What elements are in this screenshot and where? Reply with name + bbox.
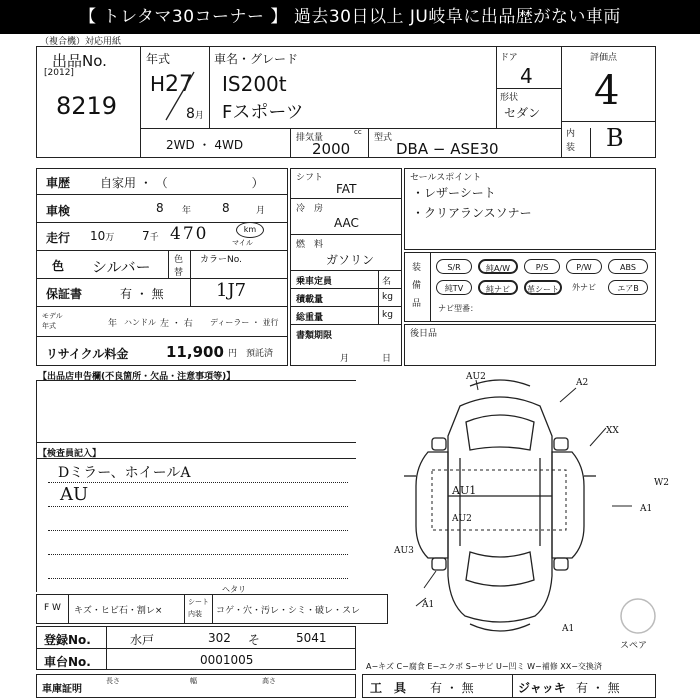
shape-label: 形状: [500, 93, 519, 103]
fuel-label-2: 料: [314, 240, 324, 250]
history-label: 車歴: [46, 176, 71, 190]
mark-xx: XX: [606, 426, 619, 436]
recycle-label: リサイクル料金: [46, 347, 129, 361]
displacement-label: 排気量: [296, 133, 324, 143]
equip-sr: S/R: [436, 259, 472, 274]
recycle-value: 11,900: [166, 343, 224, 361]
mile-label: マイル: [232, 239, 253, 247]
jack-label: ジャッキ: [518, 681, 566, 695]
warranty-label: 保証書: [46, 287, 83, 301]
model-name: IS200t: [222, 72, 287, 96]
rating-score: 4: [594, 68, 620, 114]
mark-a2: A2: [576, 378, 589, 388]
interior-trim-label: 内装: [188, 610, 202, 618]
inspection-month: 8: [222, 201, 230, 215]
year-era: H27: [150, 72, 194, 97]
doors-value: 4: [520, 64, 533, 88]
rating-label: 評価点: [590, 53, 618, 63]
chassis-number: 0001005: [200, 653, 254, 667]
shape-value: セダン: [504, 106, 541, 120]
doors-label: ドア: [500, 53, 518, 63]
tools-label: 工 具: [370, 681, 407, 695]
aftermarket-block: [404, 324, 656, 366]
equip-ext-navi: 外ナビ: [572, 283, 596, 292]
recycle-note: 預託済: [246, 349, 274, 359]
weight-label: 総重量: [296, 313, 324, 323]
navi-model: ナビ型番：: [438, 304, 478, 313]
ac-label-1: 冷: [296, 204, 306, 214]
color-change-2: 替: [174, 268, 184, 278]
docs-label: 書類期限: [296, 331, 333, 341]
mileage-label: 走行: [46, 231, 71, 245]
mark-a1-right: A1: [640, 504, 653, 514]
color-no-value: 1J7: [216, 280, 247, 301]
history-value: 自家用 ・ （ ）: [100, 176, 264, 190]
cert-width: 幅: [190, 677, 197, 685]
docs-day: 日: [382, 354, 392, 364]
capacity-unit: 名: [382, 277, 392, 287]
interior-label-2: 装: [566, 143, 576, 153]
mark-au2-top: AU2: [466, 372, 486, 382]
garage-cert-label: 車庫証明: [42, 684, 82, 695]
displacement-unit: cc: [354, 128, 362, 136]
mileage-handwritten: 470: [170, 224, 209, 244]
sales-points-label: セールスポイント: [410, 173, 482, 183]
inspection-label: 車検: [46, 204, 71, 218]
lot-number: 8219: [56, 92, 118, 120]
registration-class: 302: [208, 631, 231, 645]
capacity-label: 乗車定員: [296, 277, 333, 287]
mark-au2-side: AU2: [452, 514, 472, 524]
recycle-unit: 円: [228, 349, 238, 359]
mileage-man: 10万: [90, 229, 115, 243]
registration-number: 5041: [296, 631, 327, 645]
equipment-label-3: 品: [412, 299, 422, 309]
lot-label: 出品No.: [52, 52, 107, 70]
cert-height: 高さ: [262, 677, 276, 685]
inspector-note-2: AU: [60, 484, 89, 505]
weight-unit: kg: [382, 310, 393, 320]
color-no-label: カラーNo.: [200, 255, 242, 265]
color-value: シルバー: [92, 258, 151, 276]
chassis-label: 車台No.: [44, 655, 91, 669]
equip-ps: P/S: [524, 259, 560, 274]
corner-banner: 【 トレタマ30コーナー 】 過去30日以上 JU岐阜に出品歴がない車両: [0, 0, 700, 34]
type-label: 型式: [374, 133, 393, 143]
km-circled: km: [236, 222, 264, 238]
fw-label: F W: [44, 603, 61, 613]
equip-navi: 純ナビ: [478, 280, 518, 295]
inspection-month-unit: 月: [256, 206, 266, 216]
load-label: 積載量: [296, 295, 324, 305]
shift-value: FAT: [336, 182, 357, 196]
equip-leather-seat: 革シート: [524, 280, 562, 295]
fuel-value: ガソリン: [326, 253, 375, 267]
load-unit: kg: [382, 292, 393, 302]
equip-alloy-wheel: 純A/W: [478, 259, 518, 274]
model-label: 車名・グレード: [214, 52, 299, 66]
handle-label: ハンドル: [124, 318, 156, 327]
registration-kana: そ: [248, 633, 261, 647]
jack-value: 有 ・ 無: [576, 681, 620, 695]
tools-value: 有 ・ 無: [430, 681, 474, 695]
fw-options: キズ・ヒビ石・割レ×: [74, 606, 163, 616]
equip-tv: 純TV: [436, 280, 472, 295]
handle-value: 左 ・ 右: [160, 319, 193, 329]
color-label: 色: [52, 259, 65, 273]
form-subnote: （複合機）対応用紙: [40, 37, 122, 47]
equip-airbag: エアB: [608, 280, 648, 295]
seat-note-handwritten: ヘタリ: [222, 585, 246, 594]
mark-a1-bottom: A1: [562, 624, 575, 634]
displacement-value: 2000: [312, 140, 351, 158]
drive-options: 2WD ・ 4WD: [166, 138, 244, 152]
inspector-label: 【検査員記入】: [38, 449, 102, 459]
seat-condition-options: コゲ・穴・汚レ・シミ・破レ・スレ: [216, 606, 361, 616]
aftermarket-label: 後日品: [410, 329, 438, 339]
spare-label: スペア: [620, 641, 648, 651]
type-value: DBA − ASE30: [396, 140, 499, 158]
ac-value: AAC: [334, 216, 359, 230]
year-label: 年式: [146, 52, 171, 66]
dealer-label: ディーラー ・ 並行: [210, 318, 279, 327]
model-grade: Fスポーツ: [222, 102, 304, 123]
equip-pw: P/W: [566, 259, 602, 274]
mark-w2: W2: [654, 478, 669, 488]
inspector-note-1: Dミラー、ホイールA: [58, 465, 191, 481]
fuel-label-1: 燃: [296, 240, 306, 250]
registration-label: 登録No.: [44, 633, 91, 647]
mileage-sen: 7千: [142, 229, 159, 243]
interior-label-1: 内: [566, 129, 576, 139]
docs-month: 月: [340, 354, 350, 364]
sales-point-1: ・レザーシート: [412, 186, 496, 200]
equip-abs: ABS: [608, 259, 648, 274]
model-year-label-1: モデル: [42, 312, 63, 320]
year-month: 8月: [186, 106, 204, 122]
mark-au3: AU3: [394, 546, 414, 556]
inspection-year: 8: [156, 201, 164, 215]
inspection-year-unit: 年: [182, 206, 192, 216]
ac-label-2: 房: [314, 204, 324, 214]
lot-stamp: [2012]: [44, 68, 74, 78]
mark-au1: AU1: [452, 484, 477, 497]
sales-point-2: ・クリアランスソナー: [412, 206, 532, 220]
seat-label: シート: [188, 598, 209, 606]
equipment-label-1: 装: [412, 263, 422, 273]
mark-a1-left: A1: [422, 600, 435, 610]
registration-office: 水戸: [130, 633, 155, 647]
shift-label: シフト: [296, 173, 324, 183]
model-year-label-2: 年式: [42, 322, 56, 330]
equipment-label-2: 備: [412, 281, 422, 291]
model-year-unit: 年: [108, 319, 118, 329]
cert-length: 長さ: [106, 677, 120, 685]
warranty-value: 有 ・ 無: [120, 287, 164, 301]
color-change-1: 色: [174, 255, 184, 265]
seller-notes-label: 【出品店申告欄(不良箇所・欠品・注意事項等)】: [38, 372, 236, 382]
interior-grade: B: [606, 124, 624, 152]
damage-legend: A−キズ C−腐食 E−エクボ S−サビ U−凹ミ W−補修 XX−交換済: [366, 662, 602, 671]
